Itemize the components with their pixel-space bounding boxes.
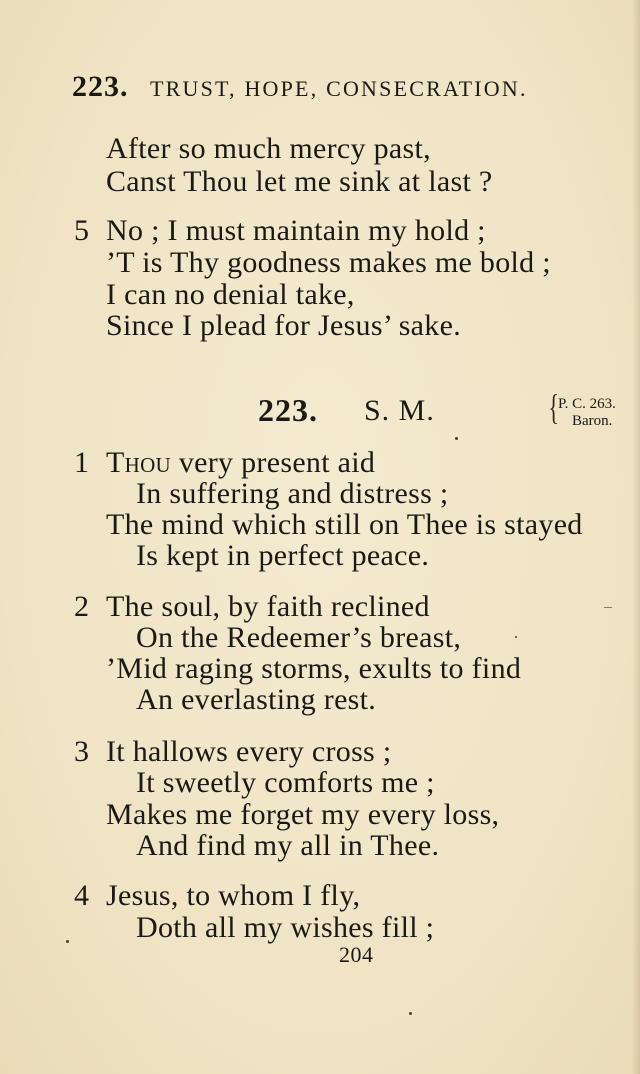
verse-1-line-4: Is kept in perfect peace. (136, 539, 430, 572)
continued-line-1: After so much mercy past, (106, 132, 431, 165)
verse-2-line-4: An everlasting rest. (136, 683, 377, 716)
verse-5-line-3: I can no denial take, (106, 278, 355, 311)
verse-2-line-3: ’Mid raging storms, exults to find (106, 652, 522, 685)
ink-speck (409, 1012, 412, 1015)
header-hymn-number: 223. (72, 70, 129, 103)
verse-4-line-2: Doth all my wishes fill ; (136, 911, 435, 944)
verse-1-first-word: Thou (106, 446, 172, 479)
verse-5-line-1: No ; I must maintain my hold ; (106, 214, 486, 247)
verse-1-number: 1 (74, 446, 89, 479)
verse-3-line-1: It hallows every cross ; (106, 735, 392, 768)
verse-1-line-2: In suffering and distress ; (136, 477, 449, 510)
verse-3-line-3: Makes me forget my every loss, (106, 798, 500, 831)
verse-1-line-3: The mind which still on Thee is stayed (106, 508, 583, 541)
continued-line-2: Canst Thou let me sink at last ? (106, 165, 493, 198)
verse-5-number: 5 (74, 214, 89, 247)
verse-2-number: 2 (74, 590, 89, 623)
verse-3-number: 3 (74, 735, 89, 768)
verse-1-line-1-rest: very present aid (171, 446, 376, 479)
verse-3-line-2: It sweetly comforts me ; (136, 766, 435, 799)
verse-3-line-4: And find my all in Thee. (136, 829, 440, 862)
verse-1-line-1 (106, 446, 375, 480)
verse-5-line-4: Since I plead for Jesus’ sake. (106, 309, 461, 342)
verse-4-line-1: Jesus, to whom I fly, (106, 879, 361, 912)
ink-speck (455, 437, 458, 440)
header-section-title: TRUST, HOPE, CONSECRATION. (150, 76, 528, 101)
tune-reference (558, 396, 616, 430)
verse-4-number: 4 (74, 879, 89, 912)
verse-2-line-1: The soul, by faith reclined (106, 590, 430, 623)
ink-speck (604, 607, 612, 608)
page-edge-shadow (632, 0, 640, 1074)
verse-5-line-2: ’T is Thy goodness makes me bold ; (106, 246, 551, 279)
ink-speck (515, 636, 517, 638)
brace-glyph: { (548, 387, 559, 427)
page-number: 204 (339, 942, 374, 967)
tune-ref-line-2: Baron. (572, 413, 613, 429)
hymn-number: 223. (258, 392, 318, 428)
verse-2-line-2: On the Redeemer’s breast, (136, 621, 462, 654)
hymn-meter: S. M. (364, 394, 435, 427)
tune-ref-line-1: P. C. 263. (558, 396, 616, 412)
ink-speck (66, 940, 69, 943)
